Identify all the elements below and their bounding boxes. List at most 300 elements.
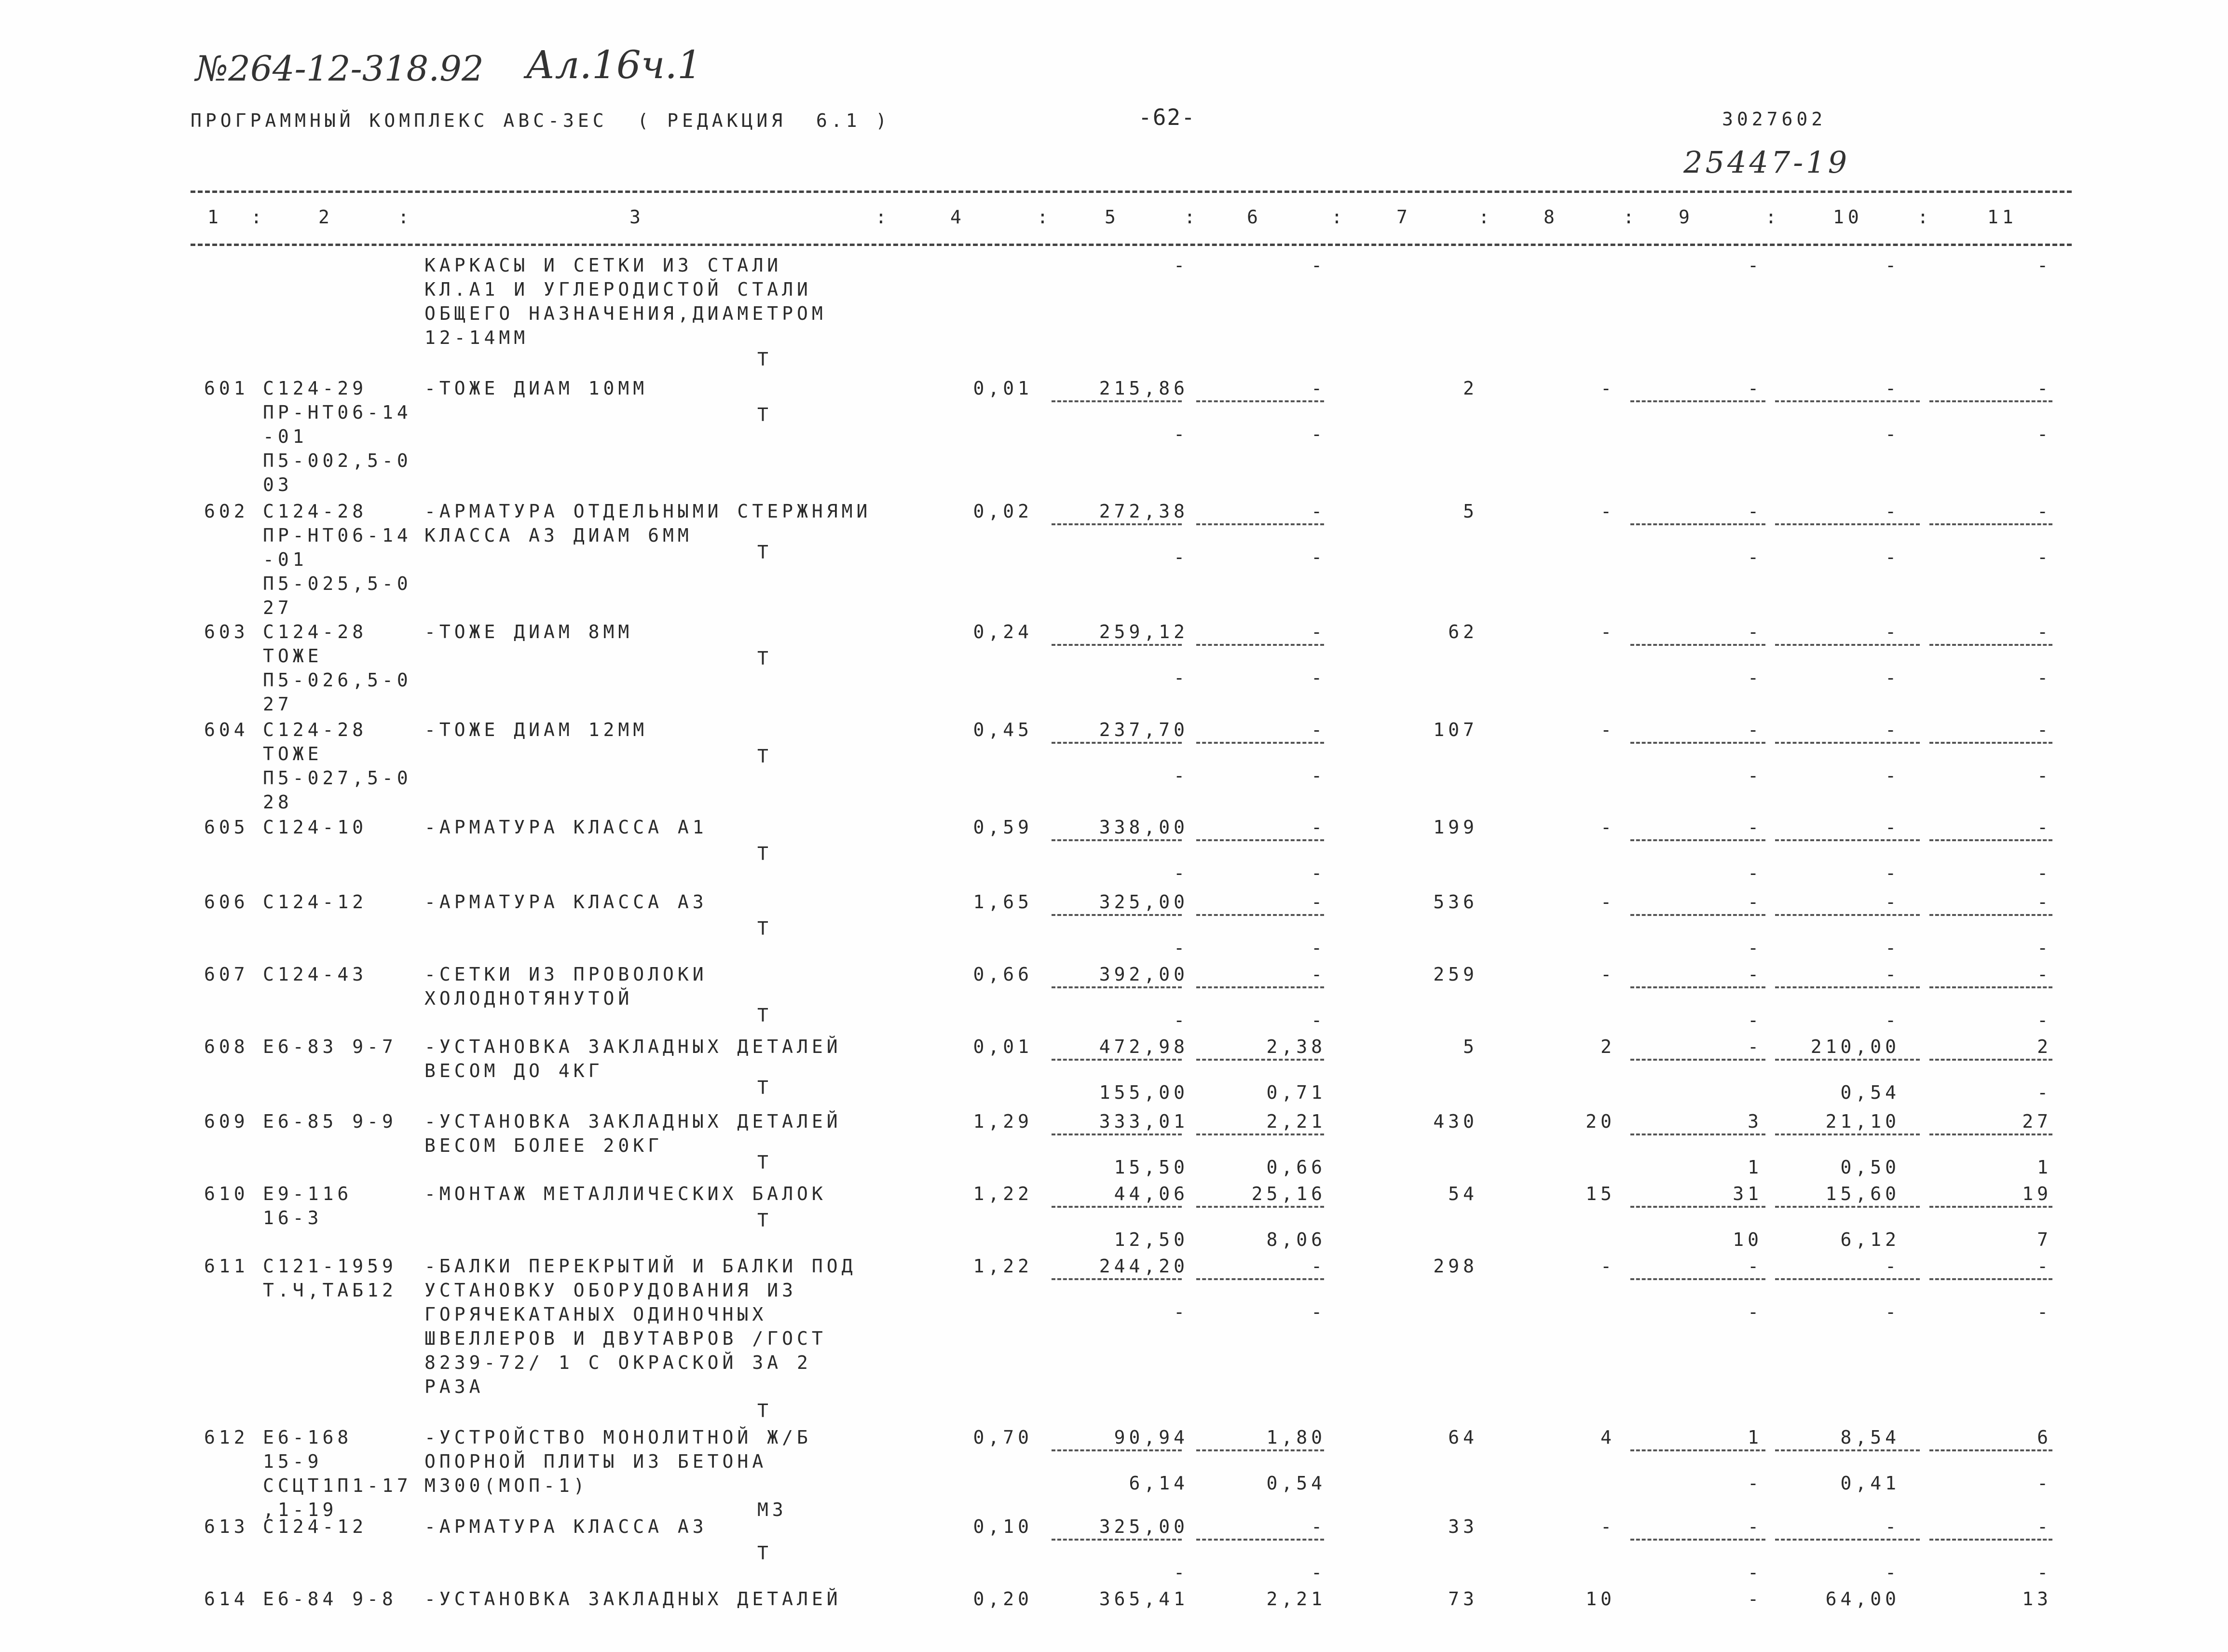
column-separator: :: [398, 206, 413, 228]
row-code: ,1-19: [263, 1499, 338, 1520]
document-code: 3027602: [1722, 109, 1827, 130]
intro-description-line: 12-14ММ: [424, 327, 529, 348]
row-code: С124-43: [263, 964, 368, 985]
row-col9: -: [1748, 1516, 1763, 1537]
row-col11-secondary: -: [2037, 423, 2052, 445]
row-col9: 31: [1733, 1183, 1763, 1204]
col9-divider: [1630, 914, 1765, 916]
row-col8: 20: [1586, 1111, 1615, 1132]
col5-divider: [1052, 986, 1182, 988]
col5-divider: [1052, 914, 1182, 916]
row-col9-secondary: -: [1748, 546, 1763, 568]
col9-divider: [1630, 523, 1765, 525]
column-separator: :: [251, 206, 266, 228]
col11-divider: [1929, 523, 2052, 525]
row-unit: Т: [757, 746, 772, 767]
column-header-3: 3: [629, 206, 644, 228]
row-col9: -: [1748, 1036, 1763, 1057]
row-quantity: 0,45: [973, 719, 1033, 740]
row-col11: -: [2037, 964, 2052, 985]
row-number: 602: [204, 501, 249, 522]
row-col7: 2: [1463, 378, 1478, 399]
row-col8: 2: [1600, 1036, 1615, 1057]
row-col11: 2: [2037, 1036, 2052, 1057]
column-header-10: 10: [1833, 206, 1863, 228]
row-col5: 215,86: [1099, 378, 1189, 399]
row-col8: -: [1600, 621, 1615, 642]
row-col11-secondary: -: [2037, 765, 2052, 786]
col6-divider: [1196, 1059, 1324, 1061]
row-description: -УСТАНОВКА ЗАКЛАДНЫХ ДЕТАЛЕЙ: [424, 1588, 842, 1610]
row-col6: -: [1311, 964, 1326, 985]
column-header-5: 5: [1105, 206, 1120, 228]
row-col7: 54: [1448, 1183, 1478, 1204]
row-col6-secondary: 0,71: [1266, 1082, 1326, 1103]
col11-divider: [1929, 644, 2052, 646]
row-code: С124-10: [263, 817, 368, 838]
col9-divider: [1630, 400, 1765, 402]
row-col11: -: [2037, 1516, 2052, 1537]
row-col5: 259,12: [1099, 621, 1189, 642]
row-number: 612: [204, 1427, 249, 1448]
row-col10-secondary: -: [1885, 1562, 1900, 1583]
col9-divider: [1630, 1278, 1765, 1280]
row-quantity: 1,22: [973, 1256, 1033, 1277]
col11-divider: [1929, 986, 2052, 988]
row-description: -СЕТКИ ИЗ ПРОВОЛОКИ: [424, 964, 708, 985]
row-col9: -: [1748, 621, 1763, 642]
row-quantity: 1,29: [973, 1111, 1033, 1132]
row-col6: 25,16: [1251, 1183, 1326, 1204]
row-col11: -: [2037, 1256, 2052, 1277]
row-number: 603: [204, 621, 249, 642]
col10-divider: [1775, 839, 1920, 841]
row-code: 27: [263, 597, 293, 618]
row-col6-secondary: -: [1311, 667, 1326, 688]
row-col11-secondary: 1: [2037, 1157, 2052, 1178]
row-col6: -: [1311, 621, 1326, 642]
row-col10: -: [1885, 1516, 1900, 1537]
row-col5-secondary: 15,50: [1114, 1157, 1189, 1178]
row-col11-secondary: -: [2037, 546, 2052, 568]
row-quantity: 0,59: [973, 817, 1033, 838]
row-code: С124-28: [263, 719, 368, 740]
row-code: С124-29: [263, 378, 368, 399]
row-col5: 325,00: [1099, 891, 1189, 913]
row-col5: 365,41: [1099, 1588, 1189, 1610]
row-col5-secondary: -: [1174, 423, 1189, 445]
row-quantity: 0,10: [973, 1516, 1033, 1537]
col10-divider: [1775, 1059, 1920, 1061]
row-code: Е6-168: [263, 1427, 353, 1448]
column-header-2: 2: [318, 206, 333, 228]
col6-divider: [1196, 1539, 1324, 1541]
row-col9-secondary: 1: [1748, 1157, 1763, 1178]
row-col7: 73: [1448, 1588, 1478, 1610]
row-col5-secondary: -: [1174, 765, 1189, 786]
header-rule-bottom: [191, 244, 2072, 246]
row-col6: -: [1311, 501, 1326, 522]
col5-divider: [1052, 1449, 1182, 1451]
row-col8: -: [1600, 817, 1615, 838]
column-header-11: 11: [1987, 206, 2017, 228]
row-col11-secondary: -: [2037, 1301, 2052, 1323]
col10-divider: [1775, 400, 1920, 402]
row-col11: -: [2037, 501, 2052, 522]
row-col8: -: [1600, 719, 1615, 740]
row-col11: -: [2037, 891, 2052, 913]
row-col5: 472,98: [1099, 1036, 1189, 1057]
row-code: С124-12: [263, 1516, 368, 1537]
row-col11: 19: [2022, 1183, 2052, 1204]
row-col9: 3: [1748, 1111, 1763, 1132]
row-col5: 44,06: [1114, 1183, 1189, 1204]
row-description: ХОЛОДНОТЯНУТОЙ: [424, 988, 633, 1009]
row-col6: -: [1311, 891, 1326, 913]
row-code: С121-1959: [263, 1256, 397, 1277]
row-col5-secondary: 155,00: [1099, 1082, 1189, 1103]
row-quantity: 0,20: [973, 1588, 1033, 1610]
col5-divider: [1052, 1278, 1182, 1280]
col6-divider: [1196, 1206, 1324, 1208]
row-col10: 210,00: [1810, 1036, 1900, 1057]
row-col7: 430: [1433, 1111, 1478, 1132]
row-code: С124-12: [263, 891, 368, 913]
row-col5-secondary: -: [1174, 1301, 1189, 1323]
col9-divider: [1630, 1206, 1765, 1208]
col11-divider: [1929, 914, 2052, 916]
col5-divider: [1052, 644, 1182, 646]
row-col5: 338,00: [1099, 817, 1189, 838]
col10-divider: [1775, 1449, 1920, 1451]
row-col9-secondary: 10: [1733, 1229, 1763, 1250]
row-col11: -: [2037, 719, 2052, 740]
column-header-9: 9: [1679, 206, 1694, 228]
row-col11: 13: [2022, 1588, 2052, 1610]
row-col6-secondary: 0,54: [1266, 1473, 1326, 1494]
row-col10-secondary: -: [1885, 937, 1900, 958]
row-code: С124-28: [263, 501, 368, 522]
row-description: -ТОЖЕ ДИАМ 10ММ: [424, 378, 648, 399]
col9-divider: [1630, 644, 1765, 646]
row-col8: -: [1600, 378, 1615, 399]
row-col9: 1: [1748, 1427, 1763, 1448]
row-description: УСТАНОВКУ ОБОРУДОВАНИЯ ИЗ: [424, 1280, 797, 1301]
row-col11: -: [2037, 817, 2052, 838]
row-description: ВЕСОМ БОЛЕЕ 20КГ: [424, 1135, 663, 1156]
row-description: КЛАССА А3 ДИАМ 6ММ: [424, 525, 693, 546]
row-col5: 325,00: [1099, 1516, 1189, 1537]
row-quantity: 0,01: [973, 378, 1033, 399]
column-header-6: 6: [1247, 206, 1262, 228]
row-number: 611: [204, 1256, 249, 1277]
col9-divider: [1630, 1133, 1765, 1135]
row-description: -МОНТАЖ МЕТАЛЛИЧЕСКИХ БАЛОК: [424, 1183, 827, 1204]
row-quantity: 1,65: [973, 891, 1033, 913]
row-col5: 272,38: [1099, 501, 1189, 522]
row-col9: -: [1748, 817, 1763, 838]
col11-divider: [1929, 1206, 2052, 1208]
row-description: РАЗА: [424, 1376, 484, 1397]
row-col10: -: [1885, 719, 1900, 740]
row-col5-secondary: -: [1174, 546, 1189, 568]
row-unit: М3: [757, 1499, 787, 1520]
intro-col9: -: [1748, 255, 1763, 276]
row-description: -БАЛКИ ПЕРЕКРЫТИЙ И БАЛКИ ПОД: [424, 1256, 857, 1277]
row-code: Е9-116: [263, 1183, 353, 1204]
row-col11-secondary: -: [2037, 862, 2052, 884]
col6-divider: [1196, 742, 1324, 744]
row-col11: -: [2037, 378, 2052, 399]
row-col5-secondary: 12,50: [1114, 1229, 1189, 1250]
row-code: Т.Ч,ТАБ12: [263, 1280, 397, 1301]
row-quantity: 0,66: [973, 964, 1033, 985]
row-col11: 6: [2037, 1427, 2052, 1448]
intro-col10: -: [1885, 255, 1900, 276]
col11-divider: [1929, 1278, 2052, 1280]
program-header: ПРОГРАММНЫЙ КОМПЛЕКС АВС-3ЕС ( РЕДАКЦИЯ 6.1 ): [191, 110, 891, 131]
row-code: 27: [263, 694, 293, 715]
col9-divider: [1630, 1059, 1765, 1061]
handwritten-album: Ал.16ч.1: [526, 42, 702, 87]
row-col6: -: [1311, 817, 1326, 838]
col10-divider: [1775, 1278, 1920, 1280]
row-unit: Т: [757, 918, 772, 939]
row-col6-secondary: 0,66: [1266, 1157, 1326, 1178]
col9-divider: [1630, 1539, 1765, 1541]
row-col7: 259: [1433, 964, 1478, 985]
row-col10: 8,54: [1840, 1427, 1900, 1448]
row-col9: -: [1748, 719, 1763, 740]
row-col7: 62: [1448, 621, 1478, 642]
row-description: ГОРЯЧЕКАТАНЫХ ОДИНОЧНЫХ: [424, 1304, 767, 1325]
row-col10-secondary: -: [1885, 423, 1900, 445]
col11-divider: [1929, 1539, 2052, 1541]
row-code: Е6-83 9-7: [263, 1036, 397, 1057]
row-col6: -: [1311, 1516, 1326, 1537]
column-separator: :: [1623, 206, 1638, 228]
row-col5-secondary: -: [1174, 667, 1189, 688]
row-col9-secondary: -: [1748, 1010, 1763, 1031]
row-code: П5-002,5-0: [263, 450, 412, 471]
row-description: -УСТРОЙСТВО МОНОЛИТНОЙ Ж/Б: [424, 1427, 812, 1448]
row-description: -ТОЖЕ ДИАМ 8ММ: [424, 621, 633, 642]
row-quantity: 0,02: [973, 501, 1033, 522]
row-col10: 64,00: [1825, 1588, 1900, 1610]
row-col10-secondary: -: [1885, 862, 1900, 884]
row-col9: -: [1748, 378, 1763, 399]
row-col6-secondary: -: [1311, 1562, 1326, 1583]
row-col8: 10: [1586, 1588, 1615, 1610]
row-code: С124-28: [263, 621, 368, 642]
row-code: -01: [263, 426, 308, 447]
row-col10-secondary: 6,12: [1840, 1229, 1900, 1250]
row-col6-secondary: 8,06: [1266, 1229, 1326, 1250]
row-description: -АРМАТУРА КЛАССА А3: [424, 891, 708, 913]
row-col10: -: [1885, 891, 1900, 913]
col6-divider: [1196, 914, 1324, 916]
row-code: 28: [263, 792, 293, 813]
row-code: П5-025,5-0: [263, 573, 412, 594]
column-header-7: 7: [1396, 206, 1411, 228]
col5-divider: [1052, 1133, 1182, 1135]
row-col6-secondary: -: [1311, 1010, 1326, 1031]
column-separator: :: [1184, 206, 1199, 228]
row-code: 15-9: [263, 1451, 323, 1472]
row-code: Е6-85 9-9: [263, 1111, 397, 1132]
row-col9-secondary: -: [1748, 1562, 1763, 1583]
row-description: -АРМАТУРА КЛАССА А3: [424, 1516, 708, 1537]
row-col10: -: [1885, 501, 1900, 522]
row-col11: 27: [2022, 1111, 2052, 1132]
row-unit: Т: [757, 648, 772, 669]
intro-description-line: ОБЩЕГО НАЗНАЧЕНИЯ,ДИАМЕТРОМ: [424, 303, 827, 324]
col10-divider: [1775, 1206, 1920, 1208]
row-col11: -: [2037, 621, 2052, 642]
row-code: ТОЖЕ: [263, 743, 323, 765]
row-col5-secondary: -: [1174, 937, 1189, 958]
row-unit: Т: [757, 542, 772, 563]
row-col10: -: [1885, 621, 1900, 642]
col6-divider: [1196, 644, 1324, 646]
col11-divider: [1929, 742, 2052, 744]
intro-unit: Т: [757, 349, 772, 370]
intro-description-line: КЛ.А1 И УГЛЕРОДИСТОЙ СТАЛИ: [424, 279, 812, 300]
row-col10-secondary: -: [1885, 765, 1900, 786]
row-col10: 21,10: [1825, 1111, 1900, 1132]
col6-divider: [1196, 523, 1324, 525]
row-description: М300(МОП-1): [424, 1475, 588, 1496]
row-col7: 64: [1448, 1427, 1478, 1448]
col5-divider: [1052, 839, 1182, 841]
row-unit: Т: [757, 1210, 772, 1231]
intro-col11: -: [2037, 255, 2052, 276]
row-col10-secondary: 0,54: [1840, 1082, 1900, 1103]
row-quantity: 0,24: [973, 621, 1033, 642]
col5-divider: [1052, 1206, 1182, 1208]
row-col5-secondary: 6,14: [1129, 1473, 1189, 1494]
row-col9: -: [1748, 1256, 1763, 1277]
row-col11-secondary: 7: [2037, 1229, 2052, 1250]
row-col10: -: [1885, 1256, 1900, 1277]
row-col9-secondary: -: [1748, 765, 1763, 786]
col5-divider: [1052, 1539, 1182, 1541]
row-quantity: 1,22: [973, 1183, 1033, 1204]
row-description: ШВЕЛЛЕРОВ И ДВУТАВРОВ /ГОСТ: [424, 1328, 827, 1349]
row-col8: -: [1600, 1256, 1615, 1277]
row-description: ВЕСОМ ДО 4КГ: [424, 1060, 603, 1081]
row-number: 610: [204, 1183, 249, 1204]
row-number: 613: [204, 1516, 249, 1537]
column-header-8: 8: [1544, 206, 1558, 228]
row-col11-secondary: -: [2037, 667, 2052, 688]
row-col9: -: [1748, 501, 1763, 522]
row-col9-secondary: -: [1748, 1301, 1763, 1323]
row-col9-secondary: -: [1748, 667, 1763, 688]
col11-divider: [1929, 839, 2052, 841]
col9-divider: [1630, 839, 1765, 841]
row-code: ТОЖЕ: [263, 645, 323, 667]
row-unit: Т: [757, 843, 772, 864]
row-col10: -: [1885, 817, 1900, 838]
intro-col6: -: [1311, 255, 1326, 276]
row-col8: 4: [1600, 1427, 1615, 1448]
column-separator: :: [875, 206, 890, 228]
row-col6: -: [1311, 378, 1326, 399]
row-col5: 244,20: [1099, 1256, 1189, 1277]
column-header-1: 1: [207, 206, 222, 228]
row-col8: -: [1600, 1516, 1615, 1537]
col9-divider: [1630, 986, 1765, 988]
row-unit: Т: [757, 1400, 772, 1421]
row-code: Е6-84 9-8: [263, 1588, 397, 1610]
row-col8: -: [1600, 501, 1615, 522]
row-unit: Т: [757, 1005, 772, 1026]
row-col5: 333,01: [1099, 1111, 1189, 1132]
row-col6: -: [1311, 719, 1326, 740]
row-col8: 15: [1586, 1183, 1615, 1204]
row-col7: 199: [1433, 817, 1478, 838]
row-unit: Т: [757, 1152, 772, 1173]
col5-divider: [1052, 742, 1182, 744]
col6-divider: [1196, 1449, 1324, 1451]
row-code: 03: [263, 474, 293, 495]
row-quantity: 0,01: [973, 1036, 1033, 1057]
column-separator: :: [1037, 206, 1052, 228]
row-code: П5-026,5-0: [263, 669, 412, 691]
col10-divider: [1775, 914, 1920, 916]
row-description: -АРМАТУРА КЛАССА А1: [424, 817, 708, 838]
row-quantity: 0,70: [973, 1427, 1033, 1448]
col5-divider: [1052, 400, 1182, 402]
row-col11-secondary: -: [2037, 1082, 2052, 1103]
row-col5-secondary: -: [1174, 1010, 1189, 1031]
row-col9: -: [1748, 891, 1763, 913]
col6-divider: [1196, 1133, 1324, 1135]
row-col5: 90,94: [1114, 1427, 1189, 1448]
col10-divider: [1775, 523, 1920, 525]
row-unit: Т: [757, 404, 772, 425]
handwritten-doc-number: №264-12-318.92: [195, 48, 484, 89]
row-col10: 15,60: [1825, 1183, 1900, 1204]
row-col7: 5: [1463, 1036, 1478, 1057]
row-code: П5-027,5-0: [263, 767, 412, 789]
column-separator: :: [1917, 206, 1932, 228]
row-col10: -: [1885, 378, 1900, 399]
row-number: 608: [204, 1036, 249, 1057]
col10-divider: [1775, 644, 1920, 646]
column-separator: :: [1331, 206, 1346, 228]
row-number: 606: [204, 891, 249, 913]
row-col5: 237,70: [1099, 719, 1189, 740]
row-code: 16-3: [263, 1207, 323, 1229]
col11-divider: [1929, 1449, 2052, 1451]
row-col10: -: [1885, 964, 1900, 985]
row-col7: 5: [1463, 501, 1478, 522]
row-col8: -: [1600, 964, 1615, 985]
row-col6: 2,21: [1266, 1588, 1326, 1610]
row-col7: 298: [1433, 1256, 1478, 1277]
row-code: -01: [263, 549, 308, 570]
handwritten-code: 25447-19: [1683, 145, 1850, 180]
row-code: ССЦТ1П1-17: [263, 1475, 412, 1496]
row-number: 609: [204, 1111, 249, 1132]
col10-divider: [1775, 1539, 1920, 1541]
column-header-4: 4: [950, 206, 965, 228]
col9-divider: [1630, 742, 1765, 744]
row-col5: 392,00: [1099, 964, 1189, 985]
col5-divider: [1052, 523, 1182, 525]
